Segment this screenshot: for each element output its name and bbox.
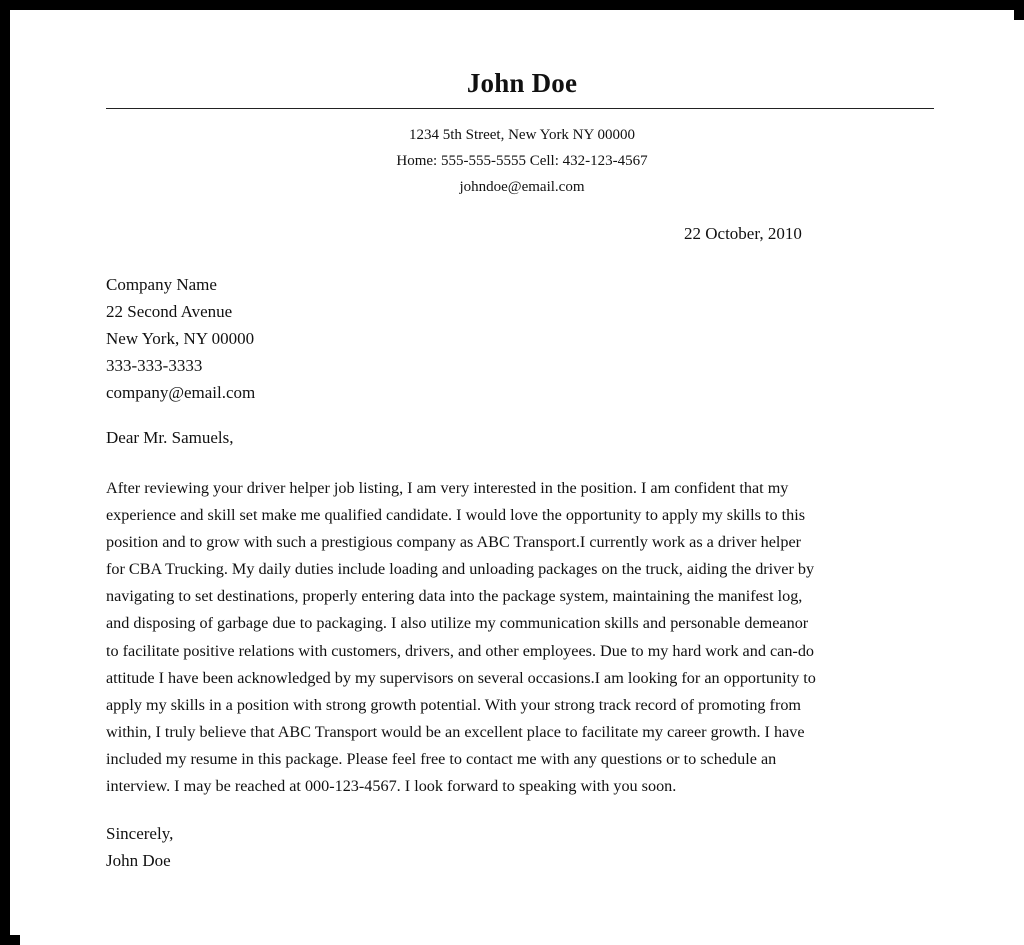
header-divider (106, 108, 934, 109)
recipient-city: New York, NY 00000 (106, 329, 255, 348)
body-line: position and to grow with such a prestigious company as ABC Transport.I currently work as a driver helper (106, 533, 802, 552)
recipient-street: 22 Second Avenue (106, 302, 233, 321)
closing-block (106, 820, 173, 874)
salutation: Dear Mr. Samuels, (106, 428, 234, 447)
body-line: apply my skills in a position with strong growth potential. With your strong track record of promoting from (106, 695, 802, 714)
sender-address: 1234 5th Street, New York NY 00000 (408, 127, 636, 143)
body-line: interview. I may be reached at 000-123-4567. I look forward to speaking with you soon. (106, 777, 677, 796)
recipient-company: Company Name (106, 275, 217, 294)
body-line: included my resume in this package. Please feel free to contact me with any questions or to schedule an (106, 749, 777, 768)
body-line: attitude I have been acknowledged by my supervisors on several occasions.I am looking for an opportunity to (106, 668, 816, 687)
body-line: navigating to set destinations, properly entering data into the package system, maintaining the manifest log, (106, 587, 803, 606)
body-line: within, I truly believe that ABC Transport would be an excellent place to facilitate my career growth. I have (106, 722, 805, 741)
valediction: Sincerely, (106, 824, 174, 843)
sender-phones: Home: 555-555-5555 Cell: 432-123-4567 (396, 153, 648, 169)
letter-body (106, 475, 936, 800)
letter-date: 22 October, 2010 (684, 224, 802, 243)
body-line: and disposing of garbage due to packaging. I also utilize my communication skills and personable demeanor (106, 614, 809, 633)
body-line: experience and skill set make me qualified candidate. I would love the opportunity to apply my skills to this (106, 506, 806, 525)
sender-email: johndoe@email.com (459, 179, 585, 195)
recipient-block (106, 271, 255, 406)
sender-name: John Doe (466, 68, 578, 98)
letter-page (20, 20, 1024, 945)
body-line: for CBA Trucking. My daily duties include loading and unloading packages on the truck, aiding the driver by (106, 560, 815, 579)
signature-name: John Doe (106, 851, 171, 870)
recipient-email: company@email.com (106, 383, 256, 402)
body-line: After reviewing your driver helper job listing, I am very interested in the position. I am confident that my (106, 479, 789, 497)
recipient-phone: 333-333-3333 (106, 356, 203, 375)
body-line: to facilitate positive relations with customers, drivers, and other employees. Due to my hard work and can-do (106, 641, 815, 660)
